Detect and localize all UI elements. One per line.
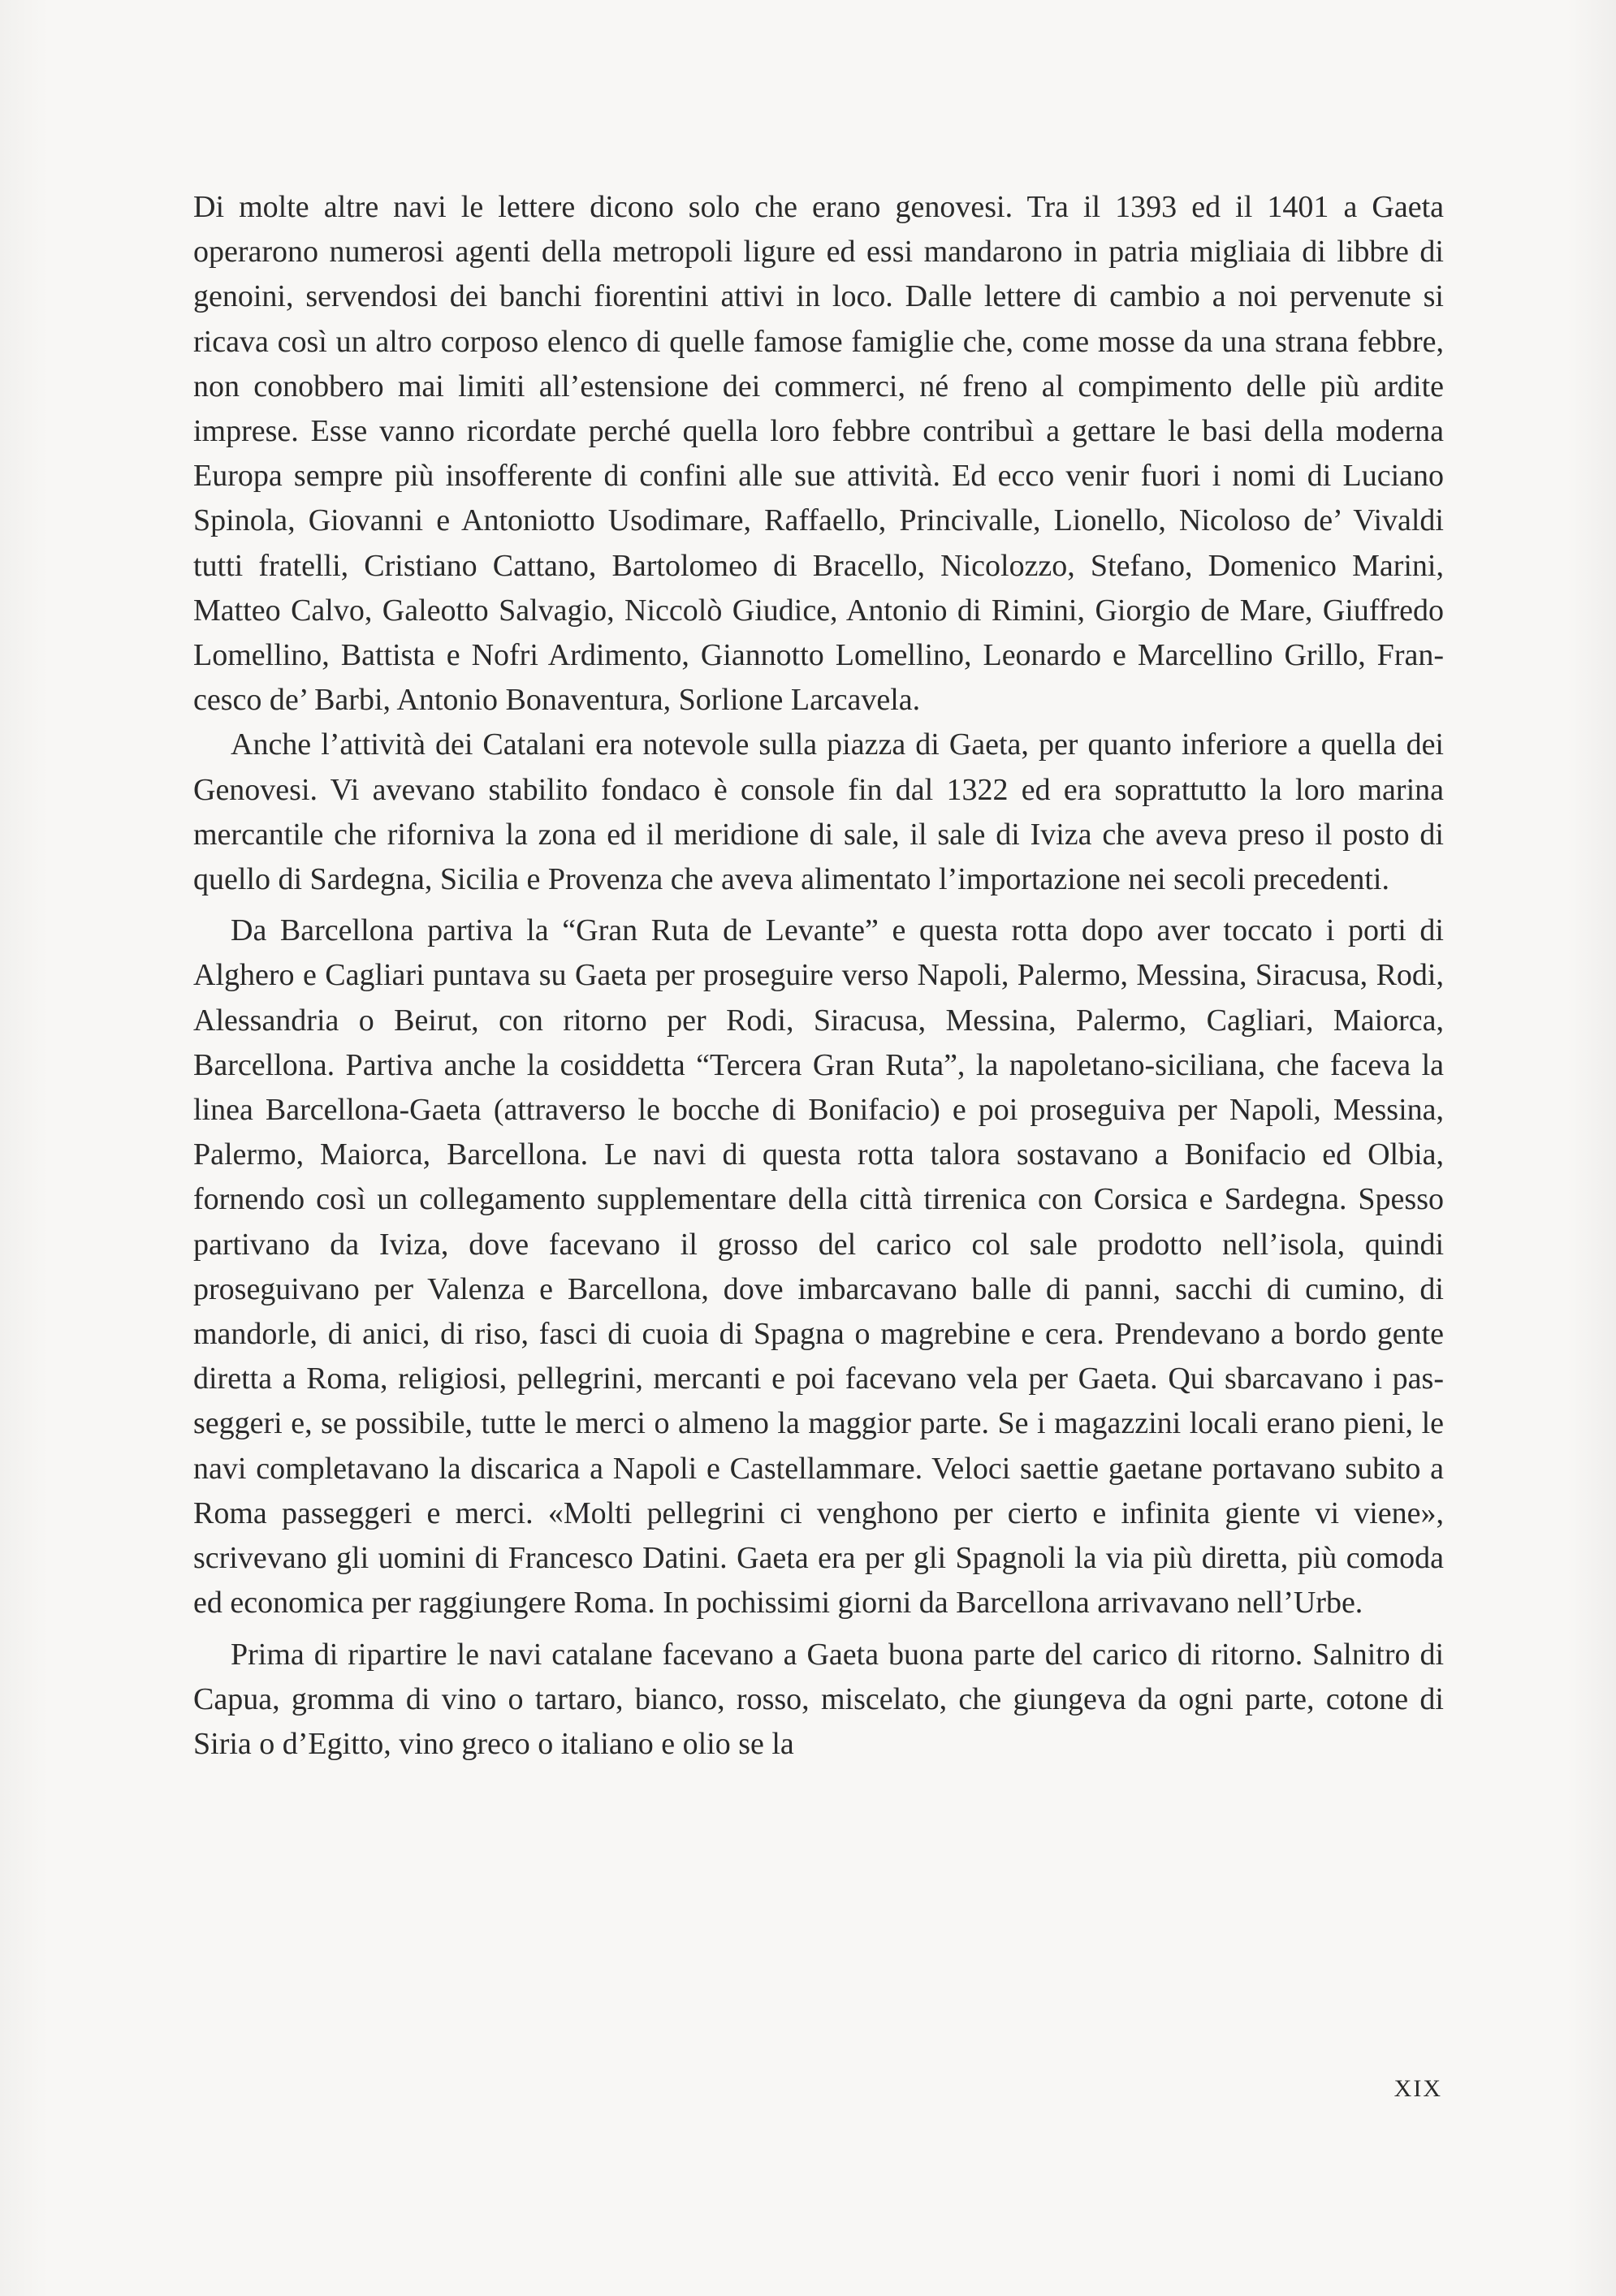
page-number: XIX [1393,2075,1442,2102]
paragraph-trade-routes: Da Barcellona partiva la “Gran Ruta de Levante” e questa rotta dopo aver toccato i porti di Alghero e Cagliari puntava su Gaeta per proseguire verso Napoli, Palermo, Messina, Siracusa, Rodi, Alessandria o Beirut, con ritorno per Rodi, Siracusa, Messina, Palermo, Cagliari, Maiorca, Barcellona. Partiva anche la cosiddetta “Tercera Gran Ruta”, la napoletano-siciliana, che faceva la linea Barcellona-Gaeta (attraverso le bocche di Bonifacio) e poi proseguiva per Napoli, Messina, Palermo, Maiorca, Barcellona. Le navi di questa rotta talora sostavano a Bonifacio ed Olbia, fornendo così un collegamento supplementare della città tirrenica con Corsica e Sardegna. Spesso partivano da Iviza, dove facevano il grosso del carico col sale prodotto nell’isola, quindi proseguivano per Valenza e Barcellona, dove imbarcavano balle di panni, sacchi di cumino, di mandorle, di anici, di riso, fasci di cuoia di Spagna o magrebine e cera. Prendevano a bordo gente diretta a Roma, religiosi, pellegrini, mercanti e poi facevano vela per Gaeta. Qui sbarcavano i passeggeri e, se possibile, tutte le merci o almeno la maggior parte. Se i magazzini locali erano pieni, le navi completavano la discarica a Napoli e Castellammare. Veloci saettie gaetane portavano subito a Roma passeggeri e merci. «Molti pellegrini ci venghono per cierto e infinita giente vi viene», scrivevano gli uomini di Francesco Datini. Gaeta era per gli Spagnoli la via più diretta, più comoda ed economica per raggiungere Roma. In pochissimi giorni da Barcellona arrivavano nell’Urbe. [193,913,1444,1621]
paragraph-catalans: Anche l’attività dei Catalani era notevole sulla piazza di Gaeta, per quanto inferiore a quella dei Genovesi. Vi avevano stabilito fondaco è console fin dal 1322 ed era soprattutto la loro marina mercantile che riforniva la zona ed il meridione di sale, il sale di Iviza che aveva preso il posto di quello di Sardegna, Sicilia e Provenza che aveva alimentato l’importazione nei secoli precedenti. [193,727,1444,897]
paragraph-genoese-ships: Di molte altre navi le lettere dicono solo che erano genovesi. Tra il 1393 ed il 1401 a Gaeta operarono numerosi agenti della metropoli ligure ed essi mandarono in patria migliaia di libbre di genoini, servendosi dei banchi fiorentini attivi in loco. Dalle lettere di cambio a noi pervenute si ricava così un altro corposo elenco di quelle famose famiglie che, come mosse da una strana febbre, non conobbero mai limiti all’estensione dei commerci, né freno al compimento delle più ardite imprese. Esse vanno ricordate perché quella loro febbre contribuì a gettare le basi della moderna Europa sempre più insofferente di confini alle sue attività. Ed ecco venir fuori i nomi di Luciano Spinola, Giovanni e Antoniotto Usodimare, Raffaello, Princivalle, Lionello, Nicoloso de’ Vivaldi tutti fratelli, Cristiano Cattano, Bartolomeo di Bracello, Nicolozzo, Stefano, Domenico Marini, Matteo Calvo, Galeotto Salvagio, Niccolò Giudice, Antonio di Rimini, Giorgio de Mare, Giuffredo Lomellino, Battista e Nofri Ardimento, Giannotto Lomellino, Leonardo e Marcellino Grillo, Francesco de’ Barbi, Antonio Bonaventura, Sorlione Larcavela. [193,190,1444,718]
body-text [193,185,1444,1767]
paragraph-return-cargo: Prima di ripartire le navi catalane facevano a Gaeta buona parte del carico di ritorno. Salnitro di Capua, gromma di vino o tartaro, bianco, rosso, miscelato, che giungeva da ogni parte, cotone di Siria o d’Egitto, vino greco o italiano e olio se la [193,1637,1444,1761]
